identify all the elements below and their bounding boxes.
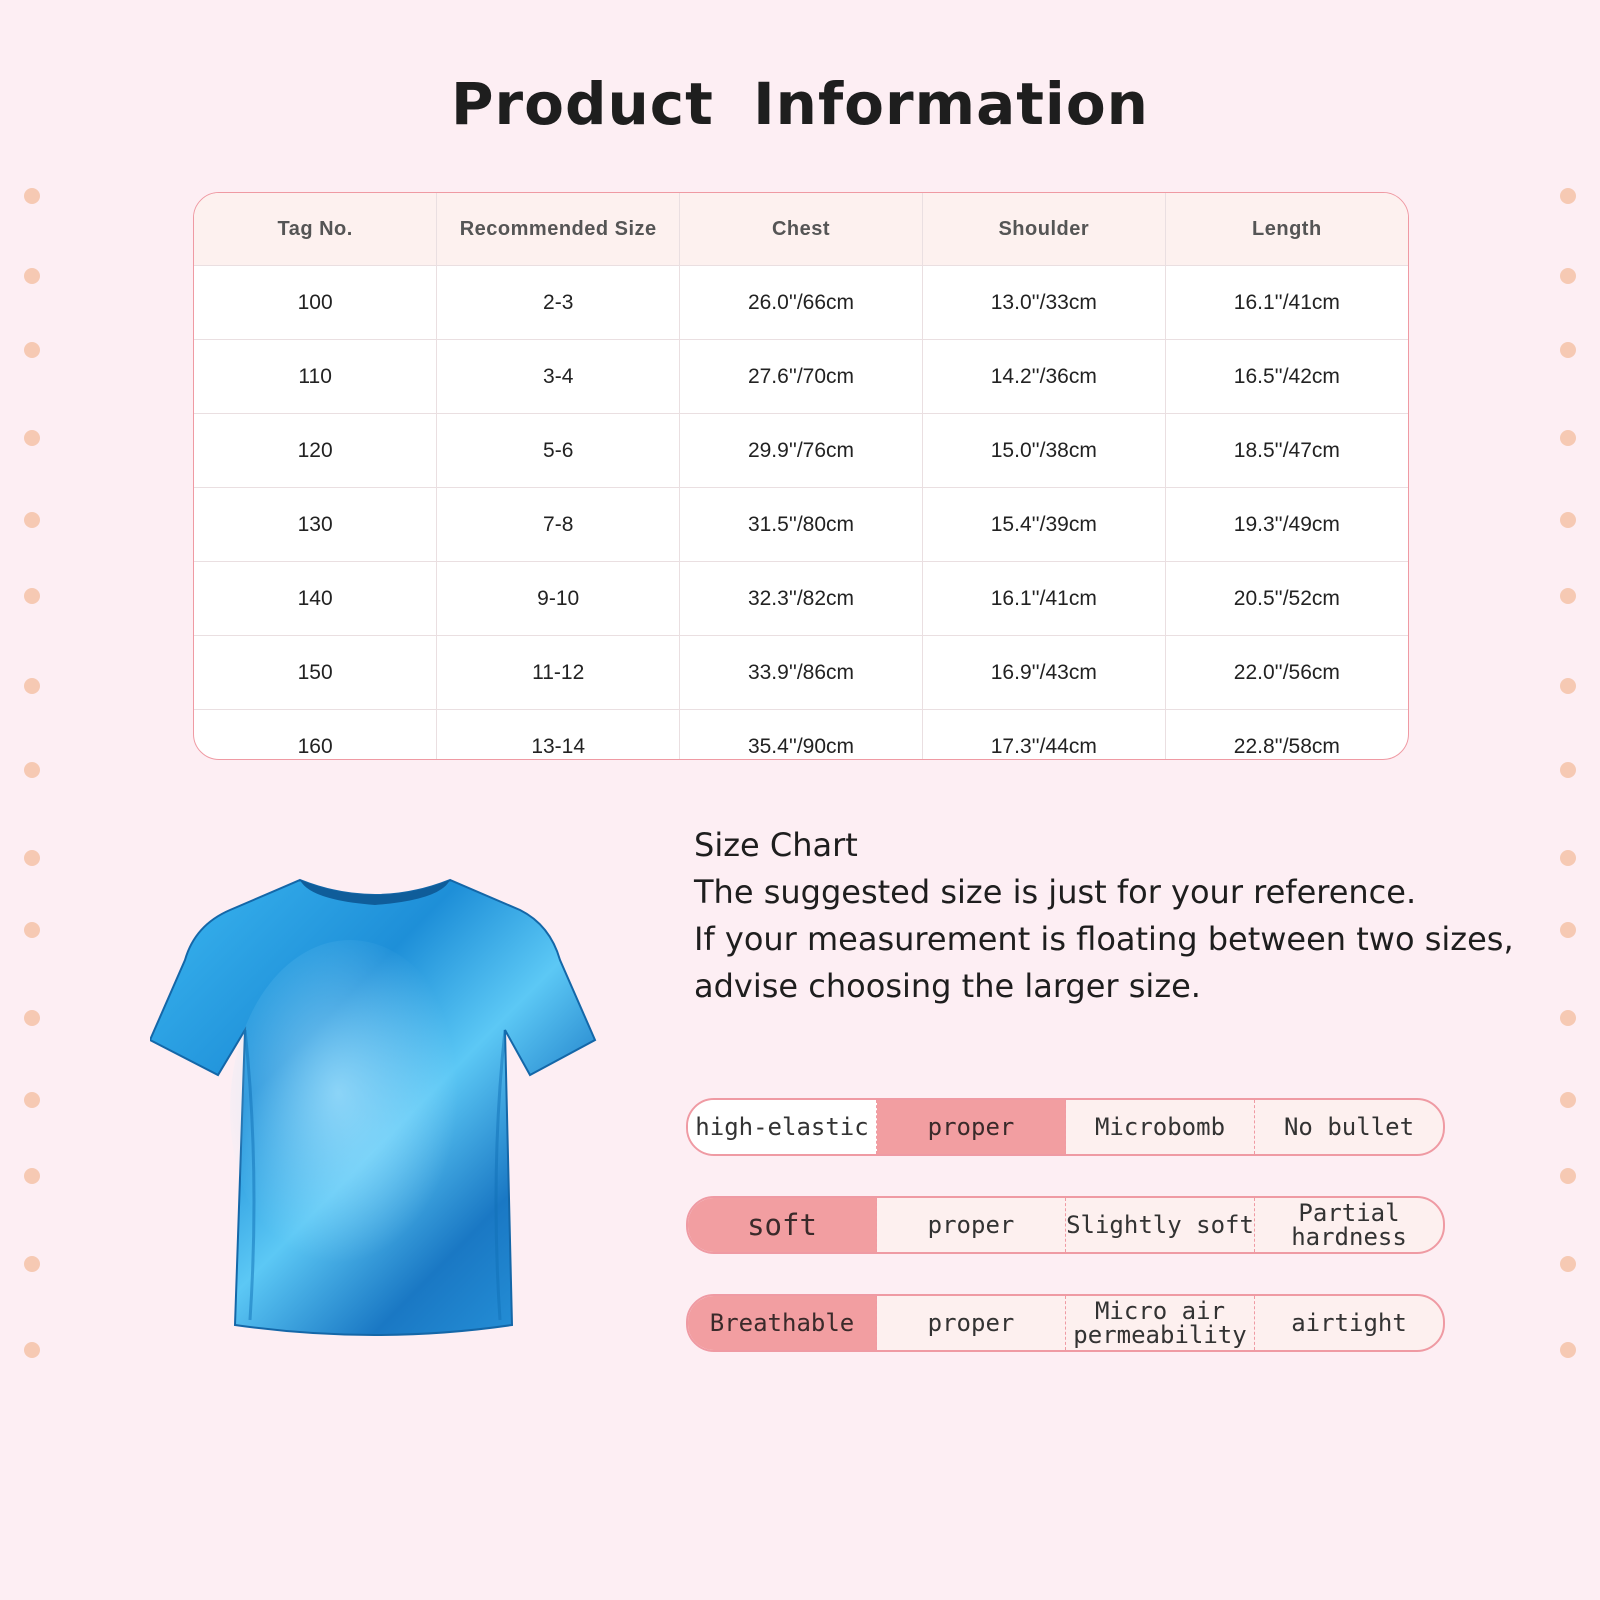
- decorative-dot: [1560, 922, 1576, 938]
- description-line: The suggested size is just for your reference.: [694, 873, 1417, 911]
- elasticity-option: high-elastic: [688, 1100, 877, 1154]
- decorative-dot: [24, 1092, 40, 1108]
- right-dot-decoration: [1548, 0, 1588, 1600]
- table-row: [194, 488, 1408, 562]
- decorative-dot: [24, 850, 40, 866]
- elasticity-option: Microbomb: [1066, 1100, 1255, 1154]
- cell-shoulder: 16.1''/41cm: [922, 562, 1165, 636]
- decorative-dot: [1560, 342, 1576, 358]
- decorative-dot: [1560, 1168, 1576, 1184]
- header-length: Length: [1165, 193, 1408, 266]
- decorative-dot: [1560, 188, 1576, 204]
- cell-length: 20.5''/52cm: [1165, 562, 1408, 636]
- decorative-dot: [24, 188, 40, 204]
- size-description: [694, 822, 1514, 1010]
- cell-chest: 33.9''/86cm: [680, 636, 923, 710]
- decorative-dot: [1560, 1010, 1576, 1026]
- size-table: [193, 192, 1409, 760]
- cell-size: 13-14: [437, 710, 680, 761]
- softness-scale: [686, 1196, 1445, 1254]
- cell-shoulder: 17.3''/44cm: [922, 710, 1165, 761]
- header-chest: Chest: [680, 193, 923, 266]
- breathability-option-selected: Breathable: [688, 1296, 877, 1350]
- left-dot-decoration: [12, 0, 52, 1600]
- decorative-dot: [24, 1342, 40, 1358]
- decorative-dot: [24, 1010, 40, 1026]
- decorative-dot: [24, 588, 40, 604]
- cell-size: 5-6: [437, 414, 680, 488]
- cell-chest: 26.0''/66cm: [680, 266, 923, 340]
- decorative-dot: [24, 678, 40, 694]
- decorative-dot: [1560, 850, 1576, 866]
- breathability-scale: [686, 1294, 1445, 1352]
- elasticity-scale: [686, 1098, 1445, 1156]
- cell-chest: 35.4''/90cm: [680, 710, 923, 761]
- cell-tag: 130: [194, 488, 437, 562]
- breathability-option: proper: [877, 1296, 1066, 1350]
- softness-option: Partial hardness: [1291, 1199, 1407, 1251]
- decorative-dot: [24, 342, 40, 358]
- breathability-option: airtight: [1291, 1309, 1407, 1337]
- cell-size: 11-12: [437, 636, 680, 710]
- elasticity-option-selected: proper: [877, 1100, 1066, 1154]
- description-line: If your measurement is floating between two sizes,: [694, 920, 1514, 958]
- cell-shoulder: 13.0''/33cm: [922, 266, 1165, 340]
- cell-tag: 160: [194, 710, 437, 761]
- decorative-dot: [1560, 678, 1576, 694]
- cell-shoulder: 15.4''/39cm: [922, 488, 1165, 562]
- page-title: Product Information: [451, 70, 1149, 138]
- cell-length: 19.3''/49cm: [1165, 488, 1408, 562]
- header-recommended-size: Recommended Size: [437, 193, 680, 266]
- table-row: [194, 266, 1408, 340]
- decorative-dot: [1560, 1342, 1576, 1358]
- softness-option-selected: soft: [688, 1198, 877, 1252]
- decorative-dot: [1560, 430, 1576, 446]
- cell-tag: 120: [194, 414, 437, 488]
- cell-shoulder: 14.2''/36cm: [922, 340, 1165, 414]
- cell-chest: 31.5''/80cm: [680, 488, 923, 562]
- cell-chest: 29.9''/76cm: [680, 414, 923, 488]
- size-chart-label: Size Chart: [694, 826, 858, 864]
- decorative-dot: [24, 430, 40, 446]
- decorative-dot: [24, 1256, 40, 1272]
- table-row: [194, 414, 1408, 488]
- cell-length: 22.0''/56cm: [1165, 636, 1408, 710]
- decorative-dot: [1560, 268, 1576, 284]
- cell-length: 16.5''/42cm: [1165, 340, 1408, 414]
- cell-chest: 27.6''/70cm: [680, 340, 923, 414]
- tshirt-image: [150, 870, 600, 1360]
- cell-tag: 110: [194, 340, 437, 414]
- breathability-option: Micro air permeability: [1066, 1296, 1255, 1350]
- cell-shoulder: 15.0''/38cm: [922, 414, 1165, 488]
- table-row: [194, 340, 1408, 414]
- cell-length: 18.5''/47cm: [1165, 414, 1408, 488]
- decorative-dot: [1560, 1092, 1576, 1108]
- description-line: advise choosing the larger size.: [694, 967, 1201, 1005]
- cell-size: 3-4: [437, 340, 680, 414]
- cell-tag: 150: [194, 636, 437, 710]
- table-row: [194, 562, 1408, 636]
- decorative-dot: [1560, 588, 1576, 604]
- decorative-dot: [1560, 762, 1576, 778]
- decorative-dot: [1560, 1256, 1576, 1272]
- softness-option: proper: [877, 1198, 1066, 1252]
- cell-shoulder: 16.9''/43cm: [922, 636, 1165, 710]
- header-tag-no: Tag No.: [194, 193, 437, 266]
- decorative-dot: [24, 922, 40, 938]
- cell-size: 9-10: [437, 562, 680, 636]
- table-header-row: [194, 193, 1408, 266]
- decorative-dot: [24, 762, 40, 778]
- decorative-dot: [24, 512, 40, 528]
- decorative-dot: [24, 268, 40, 284]
- cell-size: 2-3: [437, 266, 680, 340]
- cell-length: 22.8''/58cm: [1233, 734, 1340, 758]
- table-row: [194, 710, 1408, 761]
- softness-option: Slightly soft: [1066, 1198, 1255, 1252]
- cell-chest: 32.3''/82cm: [680, 562, 923, 636]
- elasticity-option: No bullet: [1283, 1113, 1415, 1141]
- cell-tag: 100: [194, 266, 437, 340]
- decorative-dot: [1560, 512, 1576, 528]
- header-shoulder: Shoulder: [922, 193, 1165, 266]
- cell-length: 16.1''/41cm: [1165, 266, 1408, 340]
- cell-size: 7-8: [437, 488, 680, 562]
- decorative-dot: [24, 1168, 40, 1184]
- table-row: [194, 636, 1408, 710]
- cell-tag: 140: [194, 562, 437, 636]
